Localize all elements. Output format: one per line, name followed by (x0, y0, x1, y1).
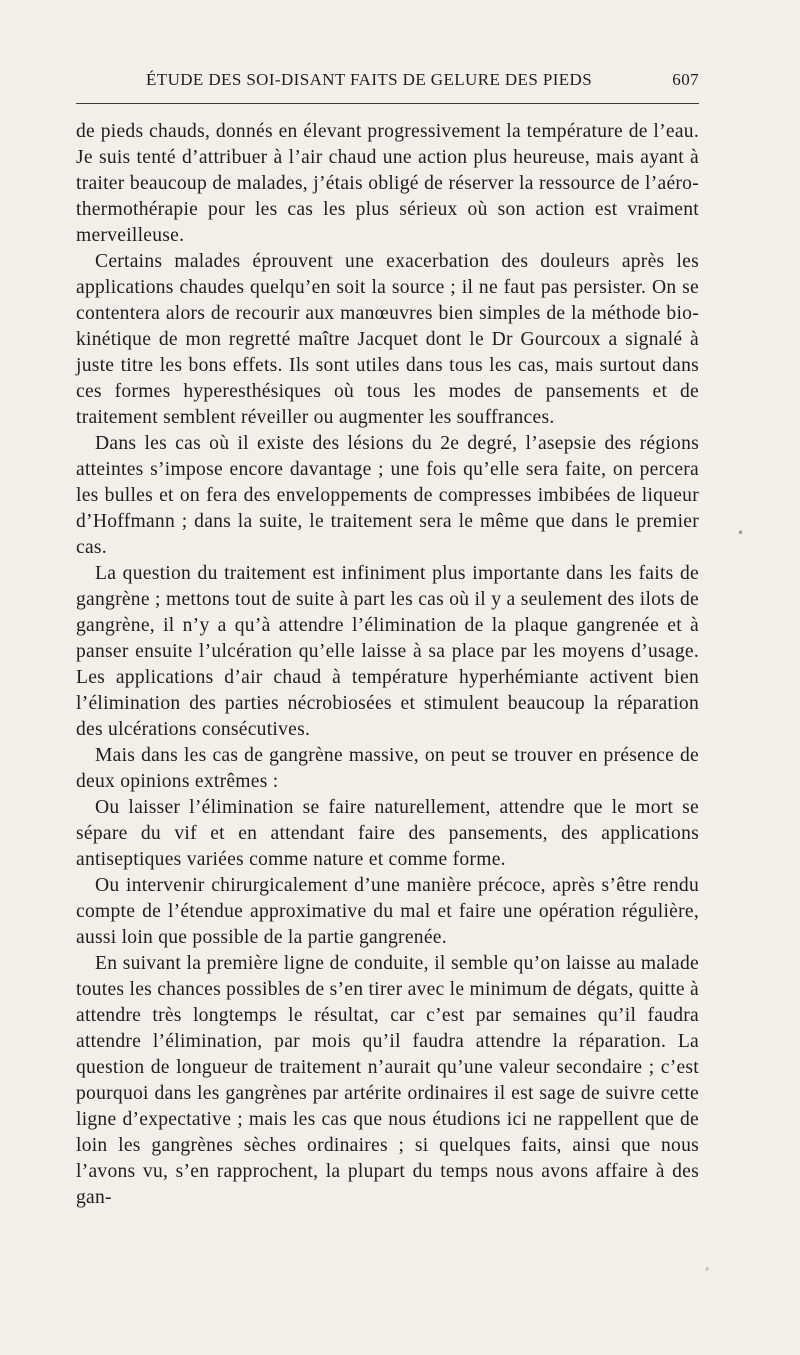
paragraph: Mais dans les cas de gangrène massive, on peut se trouver en présence de deux opinions extrêmes : (76, 745, 699, 792)
paragraph: Certains malades éprouvent une exacerbation des douleurs après les applications chaudes quelqu’en soit la source ; il ne faut pas persister. On se contentera alors de recourir aux manœuvres bien simples de la méthode bio-kinétique de mon regretté maître Jacquet dont le Dr Gourcoux a signalé à juste titre les bons effets. Ils sont utiles dans tous les cas, mais surtout dans ces formes hyperesthésiques où tous les modes de pansements et de traitement semblent réveiller ou augmenter les souffrances. (76, 251, 699, 428)
paragraph: La question du traitement est infiniment plus importante dans les faits de gangrène ; mettons tout de suite à part les cas où il y a seulement des ilots de gangrène, il n’y a qu’à attendre l’élimination de la plaque gangrenée et à panser ensuite l’ulcération qu’elle laisse à sa place par les moyens d’usage. Les applications d’air chaud à température hyperhémiante activent bien l’élimination des parties nécrobiosées et stimulent beaucoup la réparation des ulcérations consécutives. (76, 563, 699, 740)
running-title: ÉTUDE DES SOI-DISANT FAITS DE GELURE DES PIEDS (146, 70, 593, 89)
page-number: 607 (672, 70, 699, 89)
paragraph: Dans les cas où il existe des lésions du 2e degré, l’asepsie des régions atteintes s’impose encore davantage ; une fois qu’elle sera faite, on percera les bulles et on fera des enveloppements de compresses imbibées de liqueur d’Hoffmann ; dans la suite, le traitement sera le même que dans le premier cas. (76, 433, 699, 558)
paragraph: En suivant la première ligne de conduite, il semble qu’on laisse au malade toutes les chances possibles de s’en tirer avec le minimum de dégats, quitte à attendre très longtemps le résultat, car c’est par semaines qu’il faudra attendre l’élimination, par mois qu’il faudra attendre la réparation. La question de longueur de traitement n’aurait qu’une valeur secondaire ; c’est pourquoi dans les gangrènes par artérite ordinaires il est sage de suivre cette ligne d’expectative ; mais les cas que nous étudions ici ne rappellent que de loin les gangrènes sèches ordinaires ; si quelques faits, ainsi que nous l’avons vu, s’en rapprochent, la plupart du temps nous avons affaire à des gan- (76, 953, 699, 1208)
paragraph: Ou intervenir chirurgicalement d’une manière précoce, après s’être rendu compte de l’étendue approximative du mal et faire une opération régulière, aussi loin que possible de la partie gangrenée. (76, 875, 699, 948)
ink-speck: • (737, 526, 745, 540)
running-head (76, 70, 699, 94)
header-rule (76, 103, 699, 104)
ink-speck: ⸗ (702, 1260, 712, 1276)
paragraph: de pieds chauds, donnés en élevant progressivement la température de l’eau. Je suis tenté d’attribuer à l’air chaud une action plus heureuse, mais ayant à traiter beaucoup de malades, j’étais obligé de réserver la ressource de l’aéro-thermothérapie pour les cas les plus sérieux où son action est vraiment merveilleuse. (76, 121, 699, 246)
body-text (76, 119, 699, 1211)
paragraph: Ou laisser l’élimination se faire naturellement, attendre que le mort se sépare du vif et en attendant faire des pansements, des applications antiseptiques variées comme nature et comme forme. (76, 797, 699, 870)
